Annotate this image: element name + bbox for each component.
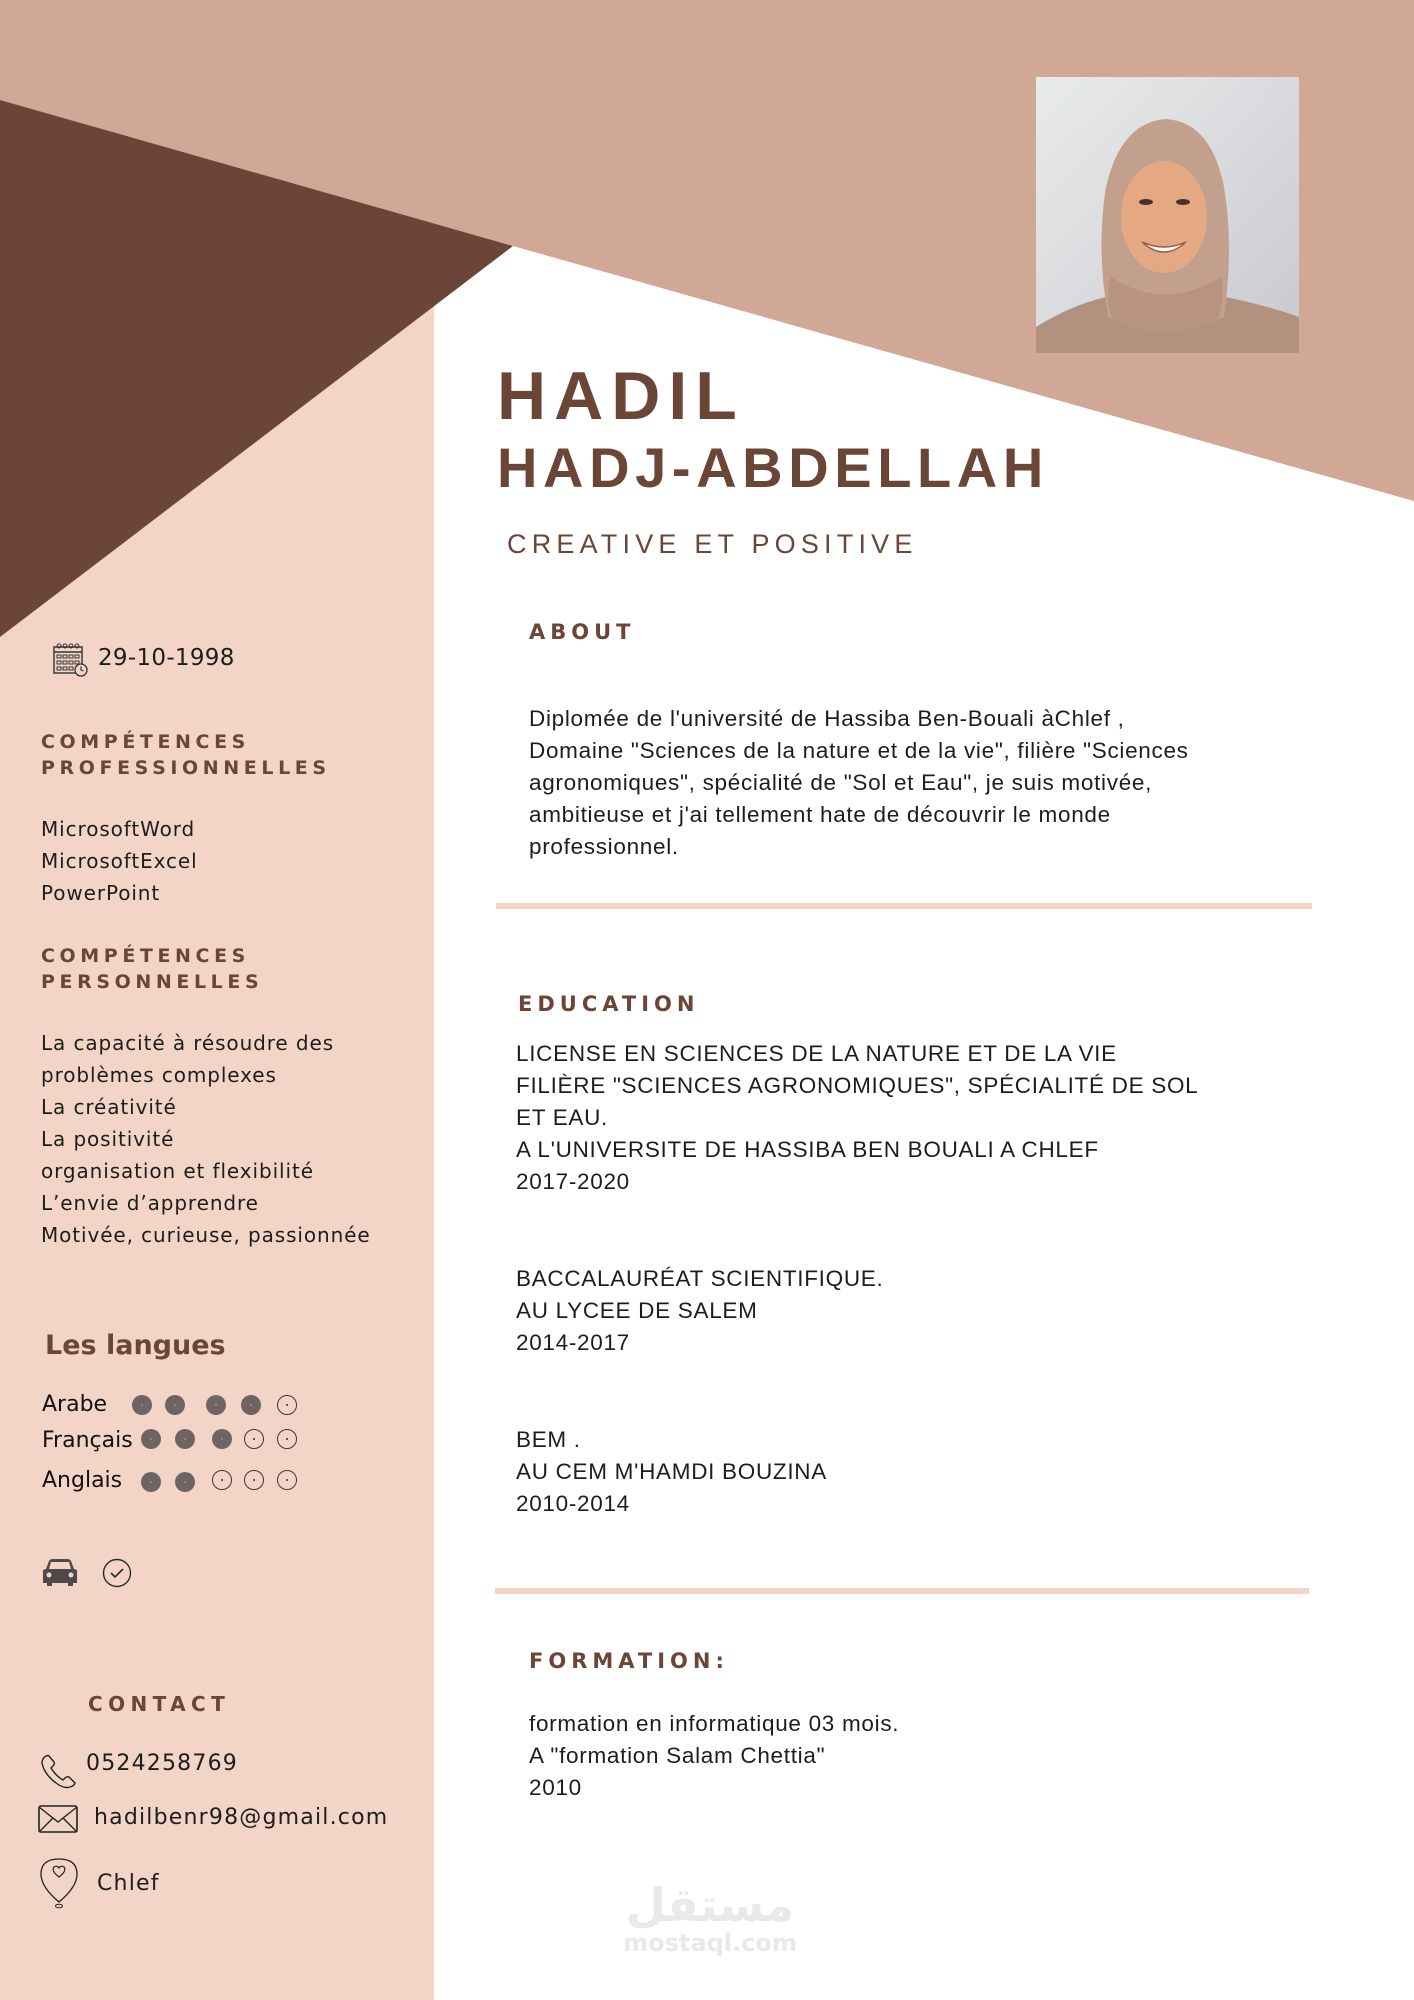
level-dot-filled [175,1429,195,1449]
contact-title: CONTACT [88,1692,231,1716]
formation-line: formation en informatique 03 mois. [529,1711,900,1736]
about-line: agronomiques", spécialité de "Sol et Eau", je suis motivée, [529,770,1153,795]
education-line: 2017-2020 [516,1169,630,1194]
education-line: LICENSE EN SCIENCES DE LA NATURE ET DE LA VIE [516,1041,1117,1066]
education-entry [516,1263,883,1359]
language-name: Arabe [42,1392,108,1417]
personal-skills-list [41,1027,371,1251]
language-name: Français [42,1428,133,1453]
personal-skills-title-line2: PERSONNELLES [41,971,264,993]
location-pin-icon [39,1857,79,1909]
level-dot-filled [132,1395,152,1415]
professional-skills-list [41,813,198,909]
check-circle-icon [102,1558,132,1588]
level-dot-filled [212,1429,232,1449]
section-divider [496,903,1312,909]
skill-item: L’envie d’apprendre [41,1191,259,1215]
calendar-icon [53,643,89,677]
phone-icon [40,1754,78,1790]
education-entry [516,1038,1198,1198]
skill-item: Motivée, curieuse, passionnée [41,1223,371,1247]
phone-number[interactable]: 0524258769 [86,1751,238,1776]
skill-item: MicrosoftWord [41,817,196,841]
personal-skills-title-line1: COMPÉTENCES [41,945,250,967]
level-dot-empty [277,1470,297,1490]
level-dot-filled [141,1429,161,1449]
education-line: AU LYCEE DE SALEM [516,1298,758,1323]
skill-item: La créativité [41,1095,177,1119]
profile-photo [1036,77,1299,353]
level-dot-empty [212,1470,232,1490]
skill-item: La capacité à résoudre des [41,1031,335,1055]
first-name: HADIL [497,358,745,434]
education-line: BACCALAURÉAT SCIENTIFIQUE. [516,1266,884,1291]
watermark-arabic: مستقل [625,1878,795,1932]
car-icon [42,1558,78,1588]
personal-skills-title [41,943,263,995]
formation-title: FORMATION: [529,1649,729,1673]
skill-item: organisation et flexibilité [41,1159,314,1183]
professional-skills-title-line2: PROFESSIONNELLES [41,757,331,779]
level-dot-filled [165,1395,185,1415]
email-icon [38,1805,80,1835]
level-dot-filled [141,1472,161,1492]
level-dot-filled [175,1472,195,1492]
section-divider [495,1588,1309,1594]
education-line: 2014-2017 [516,1330,630,1355]
skill-item: La positivité [41,1127,175,1151]
level-dot-empty [244,1429,264,1449]
tagline: CREATIVE ET POSITIVE [507,529,918,559]
education-line: 2010-2014 [516,1491,630,1516]
education-line: A L'UNIVERSITE DE HASSIBA BEN BOUALI A CHLEF [516,1137,1099,1162]
about-line: professionnel. [529,834,679,859]
level-dot-empty [277,1429,297,1449]
education-line: FILIÈRE "SCIENCES AGRONOMIQUES", SPÉCIALITÉ DE SOL [516,1073,1199,1098]
education-line: ET EAU. [516,1105,609,1130]
about-line: Domaine "Sciences de la nature et de la vie", filière "Sciences [529,738,1189,763]
education-line: BEM . [516,1427,581,1452]
level-dot-empty [244,1470,264,1490]
education-line: AU CEM M'HAMDI BOUZINA [516,1459,827,1484]
about-line: Diplomée de l'université de Hassiba Ben-Bouali àChlef , [529,706,1125,731]
skill-item: problèmes complexes [41,1063,277,1087]
location-city: Chlef [97,1871,160,1896]
watermark-latin: mostaql.com [623,1929,797,1957]
watermark [620,1880,800,1956]
level-dot-empty [277,1395,297,1415]
language-name: Anglais [42,1468,123,1493]
languages-title: Les langues [45,1330,226,1361]
about-text [529,703,1189,863]
email-address[interactable]: hadilbenr98@gmail.com [94,1805,389,1830]
formation-line: A "formation Salam Chettia" [529,1743,826,1768]
about-title: ABOUT [529,620,636,644]
formation-line: 2010 [529,1775,582,1800]
skill-item: PowerPoint [41,881,161,905]
education-title: EDUCATION [518,992,700,1016]
about-line: ambitieuse et j'ai tellement hate de découvrir le monde [529,802,1111,827]
formation-text [529,1708,899,1804]
last-name: HADJ-ABDELLAH [497,436,1049,499]
birth-date: 29-10-1998 [98,645,235,671]
professional-skills-title [41,729,331,781]
education-entry [516,1424,827,1520]
professional-skills-title-line1: COMPÉTENCES [41,731,250,753]
level-dot-filled [206,1395,226,1415]
skill-item: MicrosoftExcel [41,849,198,873]
level-dot-filled [241,1395,261,1415]
